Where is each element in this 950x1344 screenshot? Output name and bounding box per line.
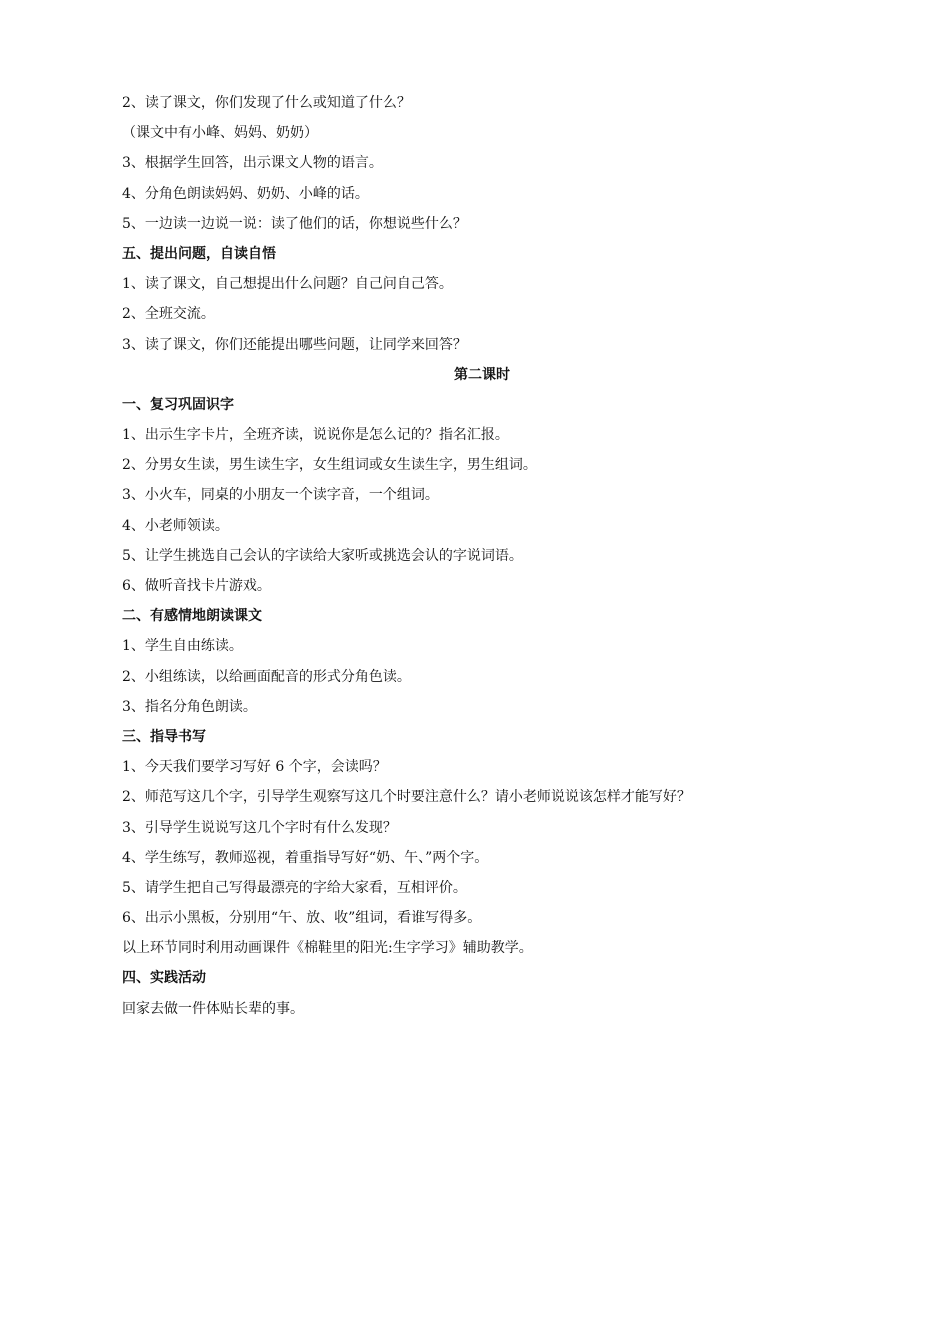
text-line: 以上环节同时利用动画课件《棉鞋里的阳光:生字学习》辅助教学。 — [122, 940, 533, 957]
text-line: 1、读了课文，自己想提出什么问题？自己问自己答。 — [122, 276, 453, 293]
text-line: 2、师范写这几个字，引导学生观察写这几个时要注意什么？请小老师说说该怎样才能写好？ — [122, 789, 691, 806]
text-line: 3、指名分角色朗读。 — [122, 698, 257, 715]
document-page — [122, 88, 842, 1024]
section-heading: 五、提出问题，自读自悟 — [122, 245, 276, 262]
text-line: 5、请学生把自己写得最漂亮的字给大家看，互相评价。 — [122, 879, 467, 896]
text-line: 3、小火车，同桌的小朋友一个读字音，一个组词。 — [122, 487, 439, 504]
text-line: 3、读了课文，你们还能提出哪些问题，让同学来回答？ — [122, 336, 467, 353]
text-line: 2、读了课文，你们发现了什么或知道了什么？ — [122, 95, 411, 111]
text-line: 回家去做一件体贴长辈的事。 — [122, 1000, 304, 1017]
text-line: 1、学生自由练读。 — [122, 638, 243, 655]
text-line: 4、分角色朗读妈妈、奶奶、小峰的话。 — [122, 185, 369, 202]
section-heading: 一、复习巩固识字 — [122, 396, 234, 413]
section-heading: 四、实践活动 — [122, 970, 206, 987]
text-line: 3、根据学生回答，出示课文人物的语言。 — [122, 155, 383, 172]
lesson-title: 第二课时 — [454, 366, 510, 383]
text-line: 4、小老师领读。 — [122, 517, 229, 534]
text-line: 5、一边读一边说一说：读了他们的话，你想说些什么？ — [122, 215, 467, 232]
text-line: 4、学生练写，教师巡视，着重指导写好“奶、午、”两个字。 — [122, 849, 489, 866]
text-line: 2、小组练读，以给画面配音的形式分角色读。 — [122, 668, 411, 685]
text-line: 1、今天我们要学习写好 6 个字，会读吗？ — [122, 759, 387, 776]
section-heading: 二、有感情地朗读课文 — [122, 608, 262, 625]
text-line: 2、分男女生读，男生读生字，女生组词或女生读生字，男生组词。 — [122, 457, 537, 474]
text-line: 1、出示生字卡片，全班齐读，说说你是怎么记的？指名汇报。 — [122, 427, 509, 444]
text-line: 6、做听音找卡片游戏。 — [122, 578, 271, 594]
text-line: 6、出示小黑板，分别用“午、放、收”组词，看谁写得多。 — [122, 910, 482, 927]
text-line: 3、引导学生说说写这几个字时有什么发现？ — [122, 819, 397, 836]
text-line: （课文中有小峰、妈妈、奶奶） — [122, 125, 318, 142]
text-line: 5、让学生挑选自己会认的字读给大家听或挑选会认的字说词语。 — [122, 547, 523, 564]
text-line: 2、全班交流。 — [122, 306, 215, 323]
section-heading: 三、指导书写 — [122, 728, 206, 745]
